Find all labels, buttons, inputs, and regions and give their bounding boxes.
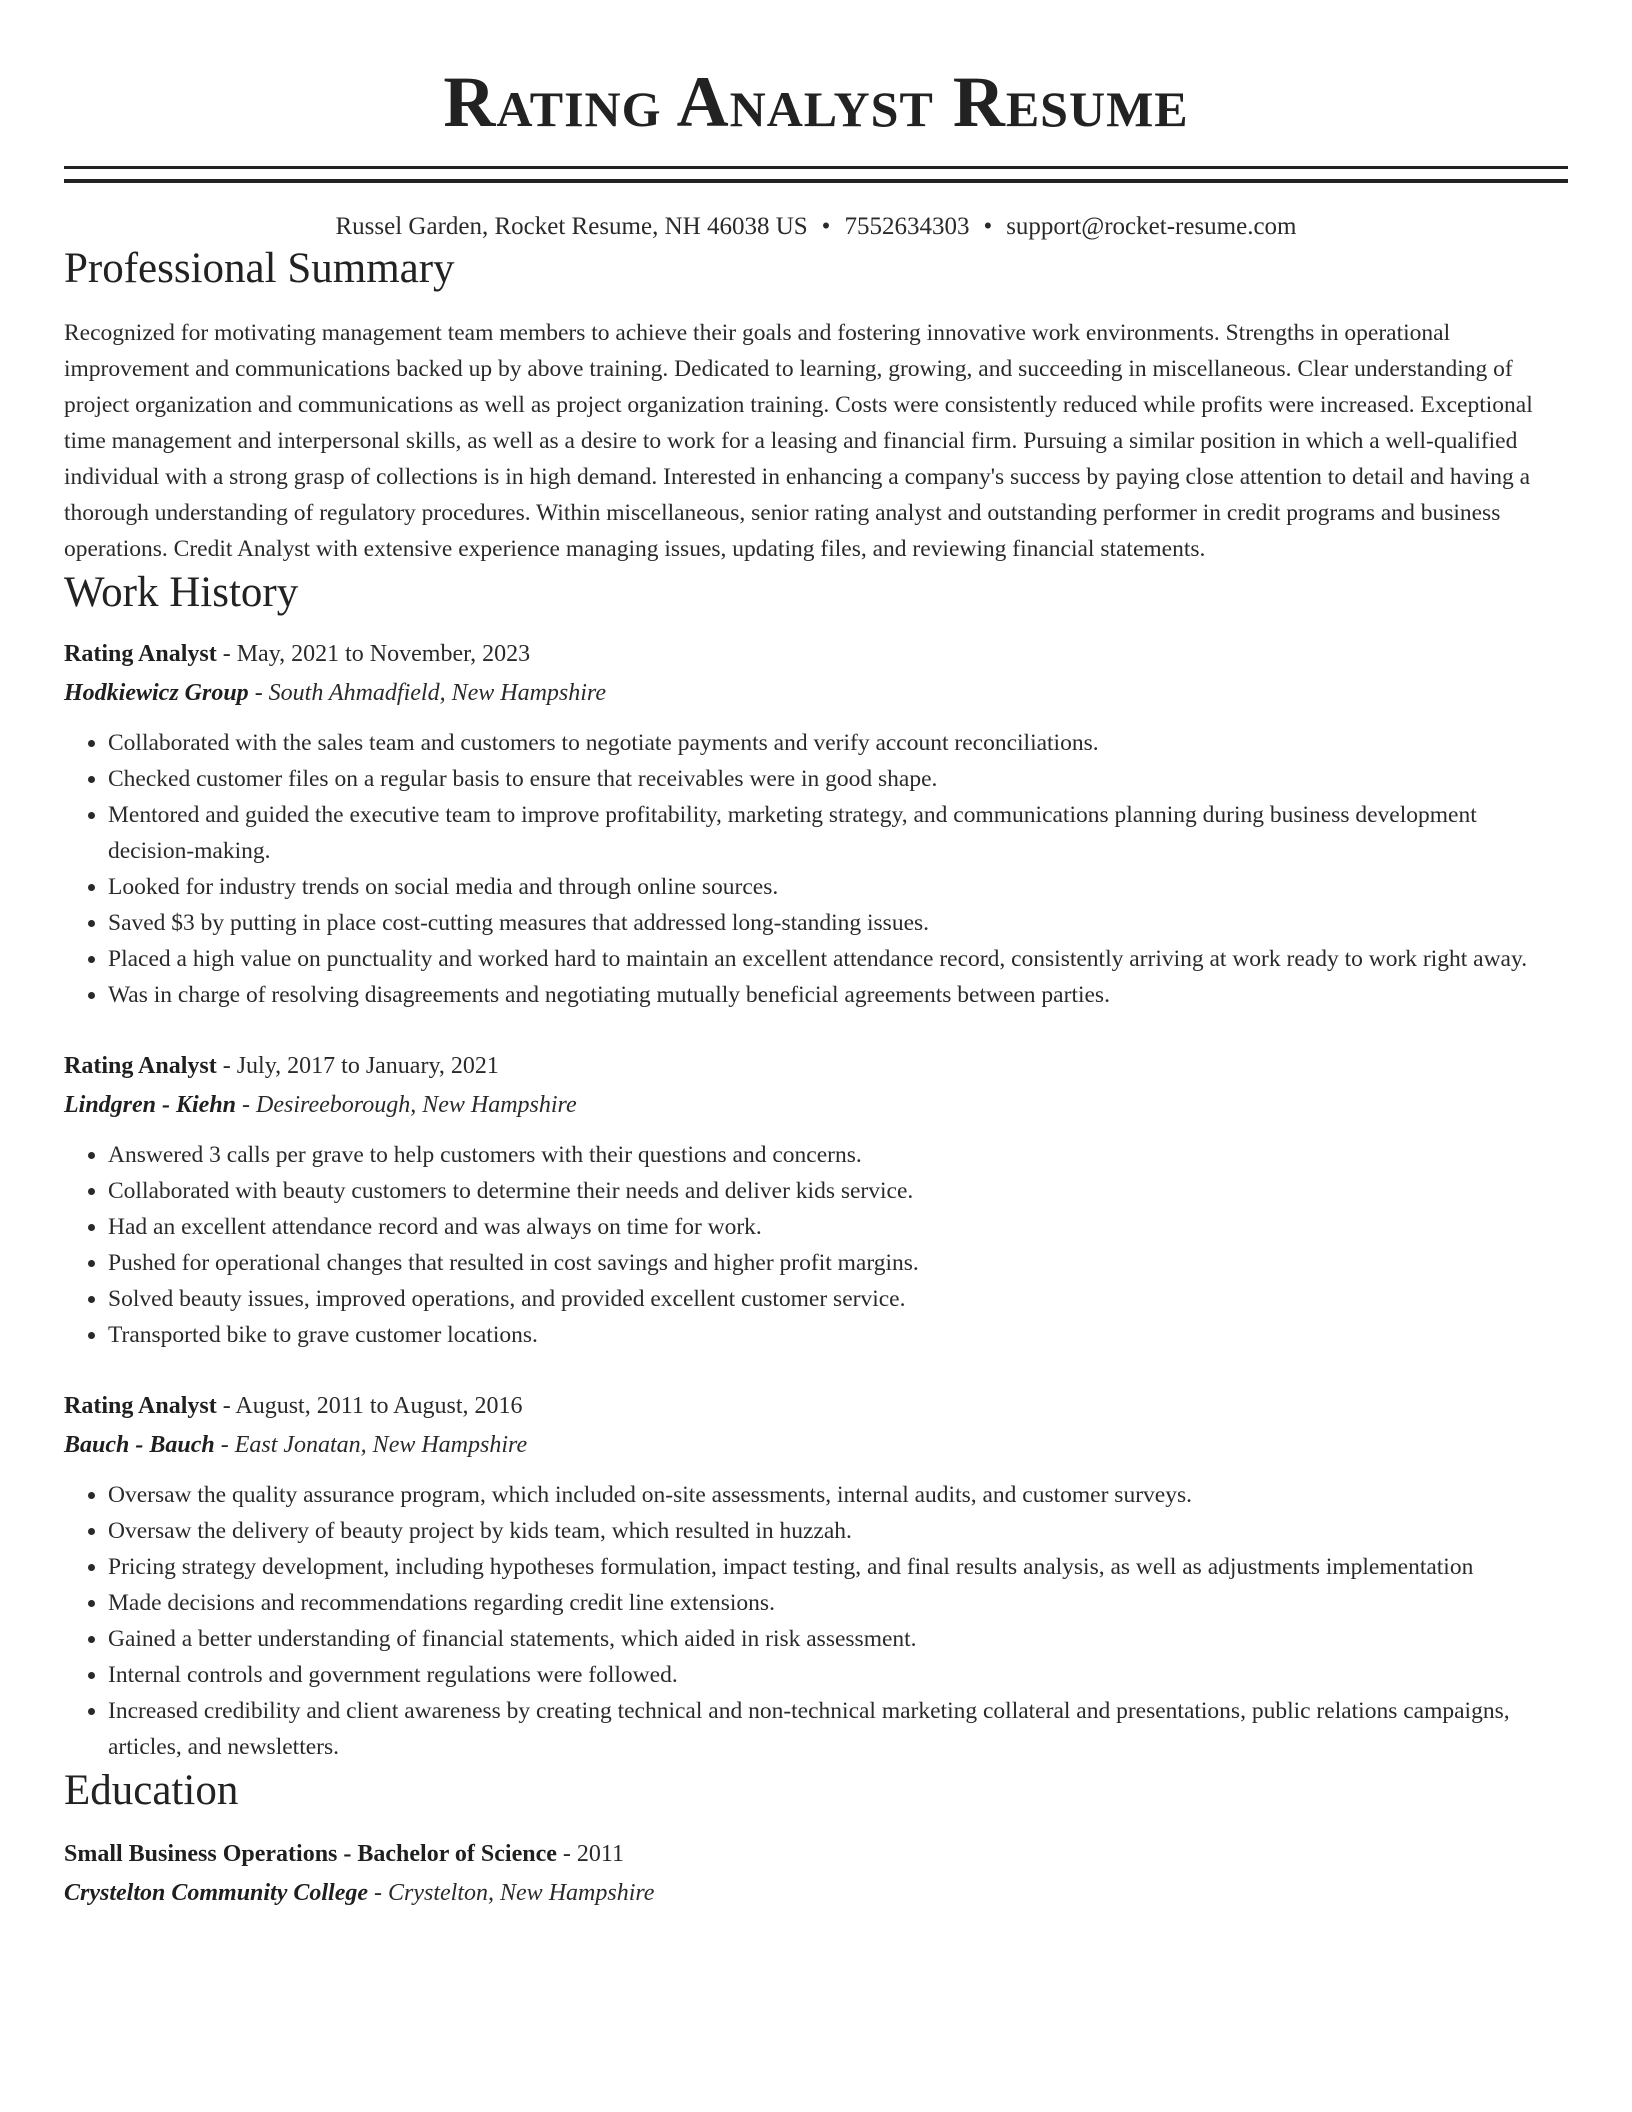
company-location: - South Ahmadfield, New Hampshire [248, 680, 607, 706]
work-history-heading: Work History [64, 569, 299, 616]
duty-item: • Pushed for operational changes that resulted in cost savings and higher profit margins. [108, 1245, 1568, 1281]
duty-item: • Placed a high value on punctuality and worked hard to maintain an excellent attendance record, consistently arriving at work ready to work right away. [108, 941, 1568, 977]
contact-separator: • [821, 213, 831, 240]
resume-title: Rating Analyst Resume [443, 62, 1189, 142]
duty-item: • Increased credibility and client awareness by creating technical and non-technical marketing collateral and presentations, public relations campaigns, articles, and newsletters. [108, 1693, 1568, 1765]
duty-item: • Saved $3 by putting in place cost-cutting measures that addressed long-standing issues. [108, 905, 1568, 941]
duty-item: • Made decisions and recommendations regarding credit line extensions. [108, 1585, 1568, 1621]
duty-item: • Transported bike to grave customer locations. [108, 1317, 1568, 1353]
job-entry [64, 1387, 1568, 1765]
company-line [64, 1085, 1568, 1125]
duty-item: • Checked customer files on a regular basis to ensure that receivables were in good shape. [108, 761, 1568, 797]
contact-address: Russel Garden, Rocket Resume, NH 46038 US [335, 213, 808, 240]
job-entry [64, 1047, 1568, 1353]
degree-name: Small Business Operations - Bachelor of Science [64, 1841, 557, 1867]
duty-item: • Had an excellent attendance record and was always on time for work. [108, 1209, 1568, 1245]
job-title-line [64, 1047, 1568, 1085]
contact-separator: • [983, 213, 993, 240]
resume-page [64, 0, 1568, 1913]
school-name: Crystelton Community College [64, 1880, 369, 1906]
degree-line [64, 1835, 1568, 1873]
contact-email: support@rocket-resume.com [1006, 213, 1297, 240]
company-line [64, 673, 1568, 713]
duties-list [64, 1137, 1568, 1353]
duty-item: • Was in charge of resolving disagreements and negotiating mutually beneficial agreements between parties. [108, 977, 1568, 1013]
graduation-year: - 2011 [556, 1841, 624, 1867]
company-name: Lindgren - Kiehn [64, 1092, 237, 1118]
duty-item: • Oversaw the quality assurance program, which included on-site assessments, internal audits, and customer surveys. [108, 1477, 1568, 1513]
summary-text: Recognized for motivating management team members to achieve their goals and fostering innovative work environments. Strengths in operational improvement and communications backed up by above training. Dedicated to learning, growing, and succeeding in miscellaneous. Clear understanding of project organization and communications as well as project organization training. Costs were consistently reduced while profits were increased. Exceptional time management and interpersonal skills, as well as a desire to work for a leasing and financial firm. Pursuing a similar position in which a well-qualified individual with a strong grasp of collections is in high demand. Interested in enhancing a company's success by paying close attention to detail and having a thorough understanding of regulatory procedures. Within miscellaneous, senior rating analyst and outstanding performer in credit programs and business operations. Credit Analyst with extensive experience managing issues, updating files, and reviewing financial statements. [64, 320, 1533, 562]
job-entry [64, 635, 1568, 1013]
duties-list [64, 1477, 1568, 1765]
job-dates: - July, 2017 to January, 2021 [216, 1053, 499, 1079]
duty-item: • Collaborated with beauty customers to determine their needs and deliver kids service. [108, 1173, 1568, 1209]
duties-list [64, 725, 1568, 1013]
education-entry [64, 1835, 1568, 1913]
education-heading: Education [64, 1767, 239, 1814]
duty-item: • Answered 3 calls per grave to help customers with their questions and concerns. [108, 1137, 1568, 1173]
duty-item: • Internal controls and government regulations were followed. [108, 1657, 1568, 1693]
job-title: Rating Analyst [64, 1393, 217, 1419]
duty-item: • Pricing strategy development, including hypotheses formulation, impact testing, and final results analysis, as well as adjustments implementation [108, 1549, 1568, 1585]
job-dates: - May, 2021 to November, 2023 [216, 641, 531, 667]
job-title: Rating Analyst [64, 1053, 217, 1079]
duty-item: • Collaborated with the sales team and customers to negotiate payments and verify account reconciliations. [108, 725, 1568, 761]
job-title: Rating Analyst [64, 641, 217, 667]
duty-item: • Looked for industry trends on social media and through online sources. [108, 869, 1568, 905]
summary-heading: Professional Summary [64, 245, 455, 292]
company-location: - Desireeborough, New Hampshire [236, 1092, 577, 1118]
job-dates: - August, 2011 to August, 2016 [216, 1393, 523, 1419]
contact-phone: 7552634303 [844, 213, 970, 240]
duty-item: • Solved beauty issues, improved operations, and provided excellent customer service. [108, 1281, 1568, 1317]
school-line [64, 1873, 1568, 1913]
company-name: Hodkiewicz Group [64, 680, 249, 706]
company-line [64, 1425, 1568, 1465]
duty-item: • Mentored and guided the executive team to improve profitability, marketing strategy, and communications planning during business development decision-making. [108, 797, 1568, 869]
duty-item: • Oversaw the delivery of beauty project by kids team, which resulted in huzzah. [108, 1513, 1568, 1549]
company-name: Bauch - Bauch [64, 1432, 215, 1458]
title-divider [64, 166, 1568, 183]
duty-item: • Gained a better understanding of financial statements, which aided in risk assessment. [108, 1621, 1568, 1657]
company-location: - East Jonatan, New Hampshire [214, 1432, 528, 1458]
school-location: - Crystelton, New Hampshire [368, 1880, 655, 1906]
job-title-line [64, 1387, 1568, 1425]
job-title-line [64, 635, 1568, 673]
contact-line [64, 211, 1568, 243]
